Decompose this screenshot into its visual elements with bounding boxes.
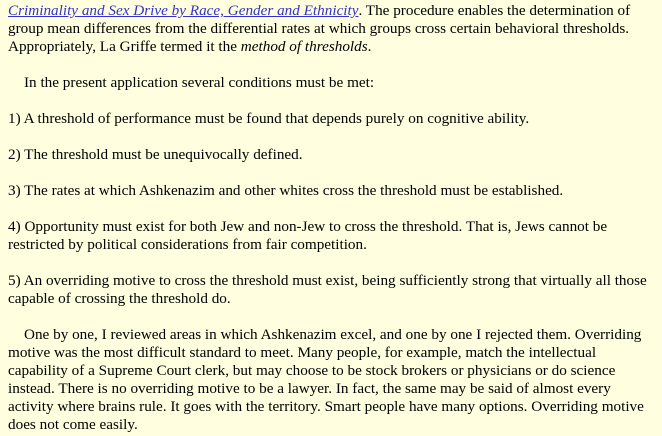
method-name: method of thresholds: [240, 38, 368, 55]
article-link[interactable]: Criminality and Sex Drive by Race, Gender and Ethnicity: [8, 2, 359, 19]
intro-text: . The procedure enables the determination of group mean differences from the differential rates at which groups cross certain behavioral thresholds. Appropriately, La Griffe termed it the: [8, 2, 631, 55]
condition-2: 2) The threshold must be unequivocally defined.: [8, 146, 303, 163]
condition-4: 4) Opportunity must exist for both Jew and non-Jew to cross the threshold. That is, Jews cannot be restricted by political considerations from fair competition.: [8, 218, 608, 253]
intro-paragraph: [8, 2, 656, 56]
condition-1: 1) A threshold of performance must be found that depends purely on cognitive ability.: [8, 110, 530, 127]
intro-end: .: [367, 38, 372, 55]
condition-5: 5) An overriding motive to cross the threshold must exist, being sufficiently strong that virtually all those capable of crossing the threshold do.: [8, 272, 647, 307]
closing-paragraph: One by one, I reviewed areas in which Ashkenazim excel, and one by one I rejected them. Overriding motive was the most difficult standard to meet. Many people, for example, match the intellectual capability of a Supreme Court clerk, but may choose to be stock brokers or physicians or do science instead. There is no overriding motive to be a lawyer. In fact, the same may be said of almost every activity where brains rule. It goes with the territory. Smart people have many options. Overriding motive does not come easily.: [8, 326, 644, 433]
condition-3: 3) The rates at which Ashkenazim and other whites cross the threshold must be established.: [8, 182, 564, 199]
conditions-intro: In the present application several conditions must be met:: [24, 74, 375, 91]
